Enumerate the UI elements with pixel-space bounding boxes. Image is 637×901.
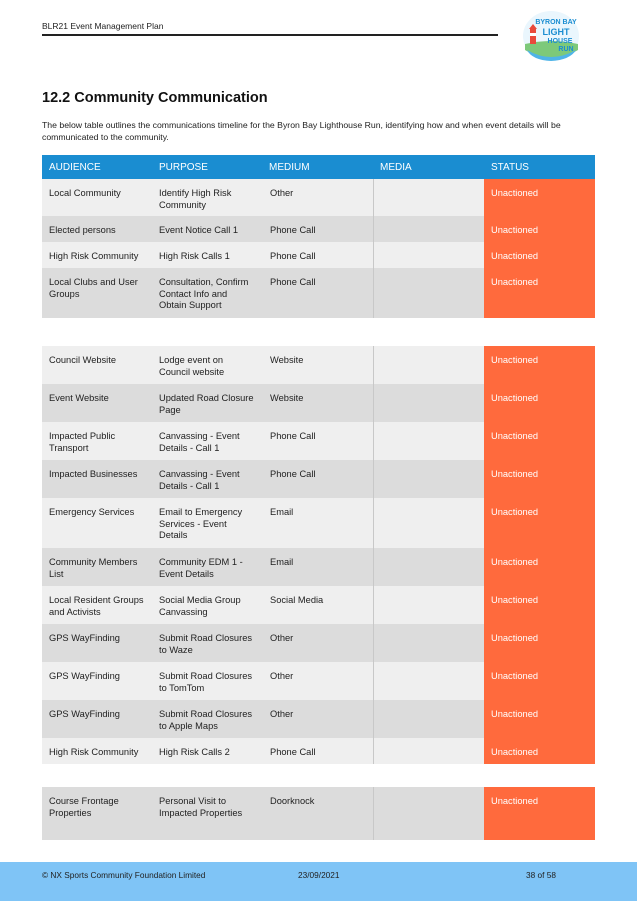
table-row [42, 384, 595, 422]
communication-table-3 [42, 787, 595, 840]
medium-cell: Other [270, 709, 294, 719]
media-cell [373, 498, 484, 548]
section-intro: The below table outlines the communications timeline for the Byron Bay Lighthouse Run, identifying how and when event details will be communicated to the community. [42, 120, 561, 142]
svg-text:BYRON BAY: BYRON BAY [535, 19, 577, 26]
medium-cell: Other [270, 671, 294, 681]
audience-cell: Impacted Businesses [49, 469, 138, 479]
status-cell: Unactioned [484, 384, 595, 422]
audience-cell: Local Resident Groups and Activists [49, 595, 144, 617]
svg-text:RUN: RUN [558, 46, 574, 53]
lighthouse-run-logo [520, 10, 582, 62]
medium-cell: Email [270, 507, 294, 517]
table-row [42, 498, 595, 548]
media-cell [373, 179, 484, 216]
communication-table-1 [42, 155, 595, 318]
purpose-cell: Community EDM 1 - Event Details [159, 557, 243, 579]
status-cell: Unactioned [484, 179, 595, 216]
purpose-cell: Personal Visit to Impacted Properties [159, 796, 243, 818]
medium-cell: Phone Call [270, 431, 316, 441]
status-cell: Unactioned [484, 738, 595, 764]
table-row [42, 179, 595, 216]
page-footer [0, 862, 637, 901]
medium-cell: Other [270, 188, 294, 198]
medium-cell: Phone Call [270, 469, 316, 479]
audience-cell: GPS WayFinding [49, 709, 120, 719]
footer-copyright: © NX Sports Community Foundation Limited [42, 870, 206, 880]
media-cell [373, 548, 484, 586]
header-title: BLR21 Event Management Plan [42, 21, 164, 31]
audience-cell: Course Frontage Properties [49, 796, 119, 818]
audience-cell: GPS WayFinding [49, 633, 120, 643]
purpose-cell: Submit Road Closures to Apple Maps [159, 709, 253, 731]
purpose-cell: High Risk Calls 1 [159, 251, 230, 261]
table-row [42, 700, 595, 738]
medium-cell: Other [270, 633, 294, 643]
header-rule [42, 34, 498, 36]
table-row [42, 662, 595, 700]
status-cell: Unactioned [484, 216, 595, 242]
purpose-cell: Social Media Group Canvassing [159, 595, 241, 617]
audience-cell: Local Community [49, 188, 121, 198]
medium-cell: Website [270, 393, 304, 403]
communication-table-2 [42, 346, 595, 764]
purpose-cell: Canvassing - Event Details - Call 1 [159, 469, 240, 491]
medium-cell: Social Media [270, 595, 324, 605]
header-audience: AUDIENCE [49, 162, 101, 173]
medium-cell: Email [270, 557, 294, 567]
svg-text:LIGHT: LIGHT [542, 27, 570, 37]
audience-cell: GPS WayFinding [49, 671, 120, 681]
audience-cell: High Risk Community [49, 251, 139, 261]
media-cell [373, 346, 484, 384]
audience-cell: High Risk Community [49, 747, 139, 757]
table-row [42, 460, 595, 498]
table-row [42, 548, 595, 586]
media-cell [373, 216, 484, 242]
purpose-cell: Canvassing - Event Details - Call 1 [159, 431, 240, 453]
purpose-cell: Identify High Risk Community [159, 188, 232, 210]
table-row [42, 242, 595, 268]
media-cell [373, 787, 484, 840]
purpose-cell: Lodge event on Council website [159, 355, 225, 377]
audience-cell: Emergency Services [49, 507, 135, 517]
media-cell [373, 700, 484, 738]
audience-cell: Impacted Public Transport [49, 431, 116, 453]
header-medium: MEDIUM [269, 162, 310, 173]
media-cell [373, 460, 484, 498]
table-row [42, 216, 595, 242]
media-cell [373, 268, 484, 318]
purpose-cell: High Risk Calls 2 [159, 747, 230, 757]
purpose-cell: Submit Road Closures to TomTom [159, 671, 253, 693]
purpose-cell: Email to Emergency Services - Event Details [159, 507, 243, 540]
table-row [42, 787, 595, 840]
media-cell [373, 662, 484, 700]
media-cell [373, 586, 484, 624]
medium-cell: Phone Call [270, 747, 316, 757]
purpose-cell: Submit Road Closures to Waze [159, 633, 253, 655]
media-cell [373, 624, 484, 662]
table-row [42, 586, 595, 624]
footer-date: 23/09/2021 [298, 870, 340, 880]
purpose-cell: Event Notice Call 1 [159, 225, 239, 235]
status-cell: Unactioned [484, 346, 595, 384]
status-cell: Unactioned [484, 624, 595, 662]
header-media: MEDIA [380, 162, 412, 173]
table-row [42, 268, 595, 318]
table-row [42, 738, 595, 764]
audience-cell: Local Clubs and User Groups [49, 277, 138, 299]
audience-cell: Event Website [49, 393, 109, 403]
media-cell [373, 384, 484, 422]
status-cell: Unactioned [484, 242, 595, 268]
status-cell: Unactioned [484, 460, 595, 498]
medium-cell: Phone Call [270, 277, 316, 287]
section-title: 12.2 Community Communication [42, 90, 268, 106]
status-cell: Unactioned [484, 787, 595, 840]
status-cell: Unactioned [484, 498, 595, 548]
header-purpose: PURPOSE [159, 162, 208, 173]
medium-cell: Website [270, 355, 304, 365]
audience-cell: Council Website [49, 355, 117, 365]
table-row [42, 346, 595, 384]
purpose-cell: Updated Road Closure Page [159, 393, 254, 415]
status-cell: Unactioned [484, 422, 595, 460]
table-row [42, 422, 595, 460]
status-cell: Unactioned [484, 700, 595, 738]
svg-text:HOUSE: HOUSE [547, 38, 573, 45]
audience-cell: Community Members List [49, 557, 138, 579]
status-cell: Unactioned [484, 548, 595, 586]
table-header-row [42, 155, 595, 179]
purpose-cell: Consultation, Confirm Contact Info and Obtain Support [159, 277, 249, 310]
audience-cell: Elected persons [49, 225, 116, 235]
media-cell [373, 738, 484, 764]
footer-page-number: 38 of 58 [526, 870, 556, 880]
medium-cell: Phone Call [270, 251, 316, 261]
medium-cell: Phone Call [270, 225, 316, 235]
media-cell [373, 422, 484, 460]
status-cell: Unactioned [484, 586, 595, 624]
medium-cell: Doorknock [270, 796, 315, 806]
status-cell: Unactioned [484, 662, 595, 700]
table-row [42, 624, 595, 662]
status-cell: Unactioned [484, 268, 595, 318]
media-cell [373, 242, 484, 268]
header-status: STATUS [491, 162, 529, 173]
